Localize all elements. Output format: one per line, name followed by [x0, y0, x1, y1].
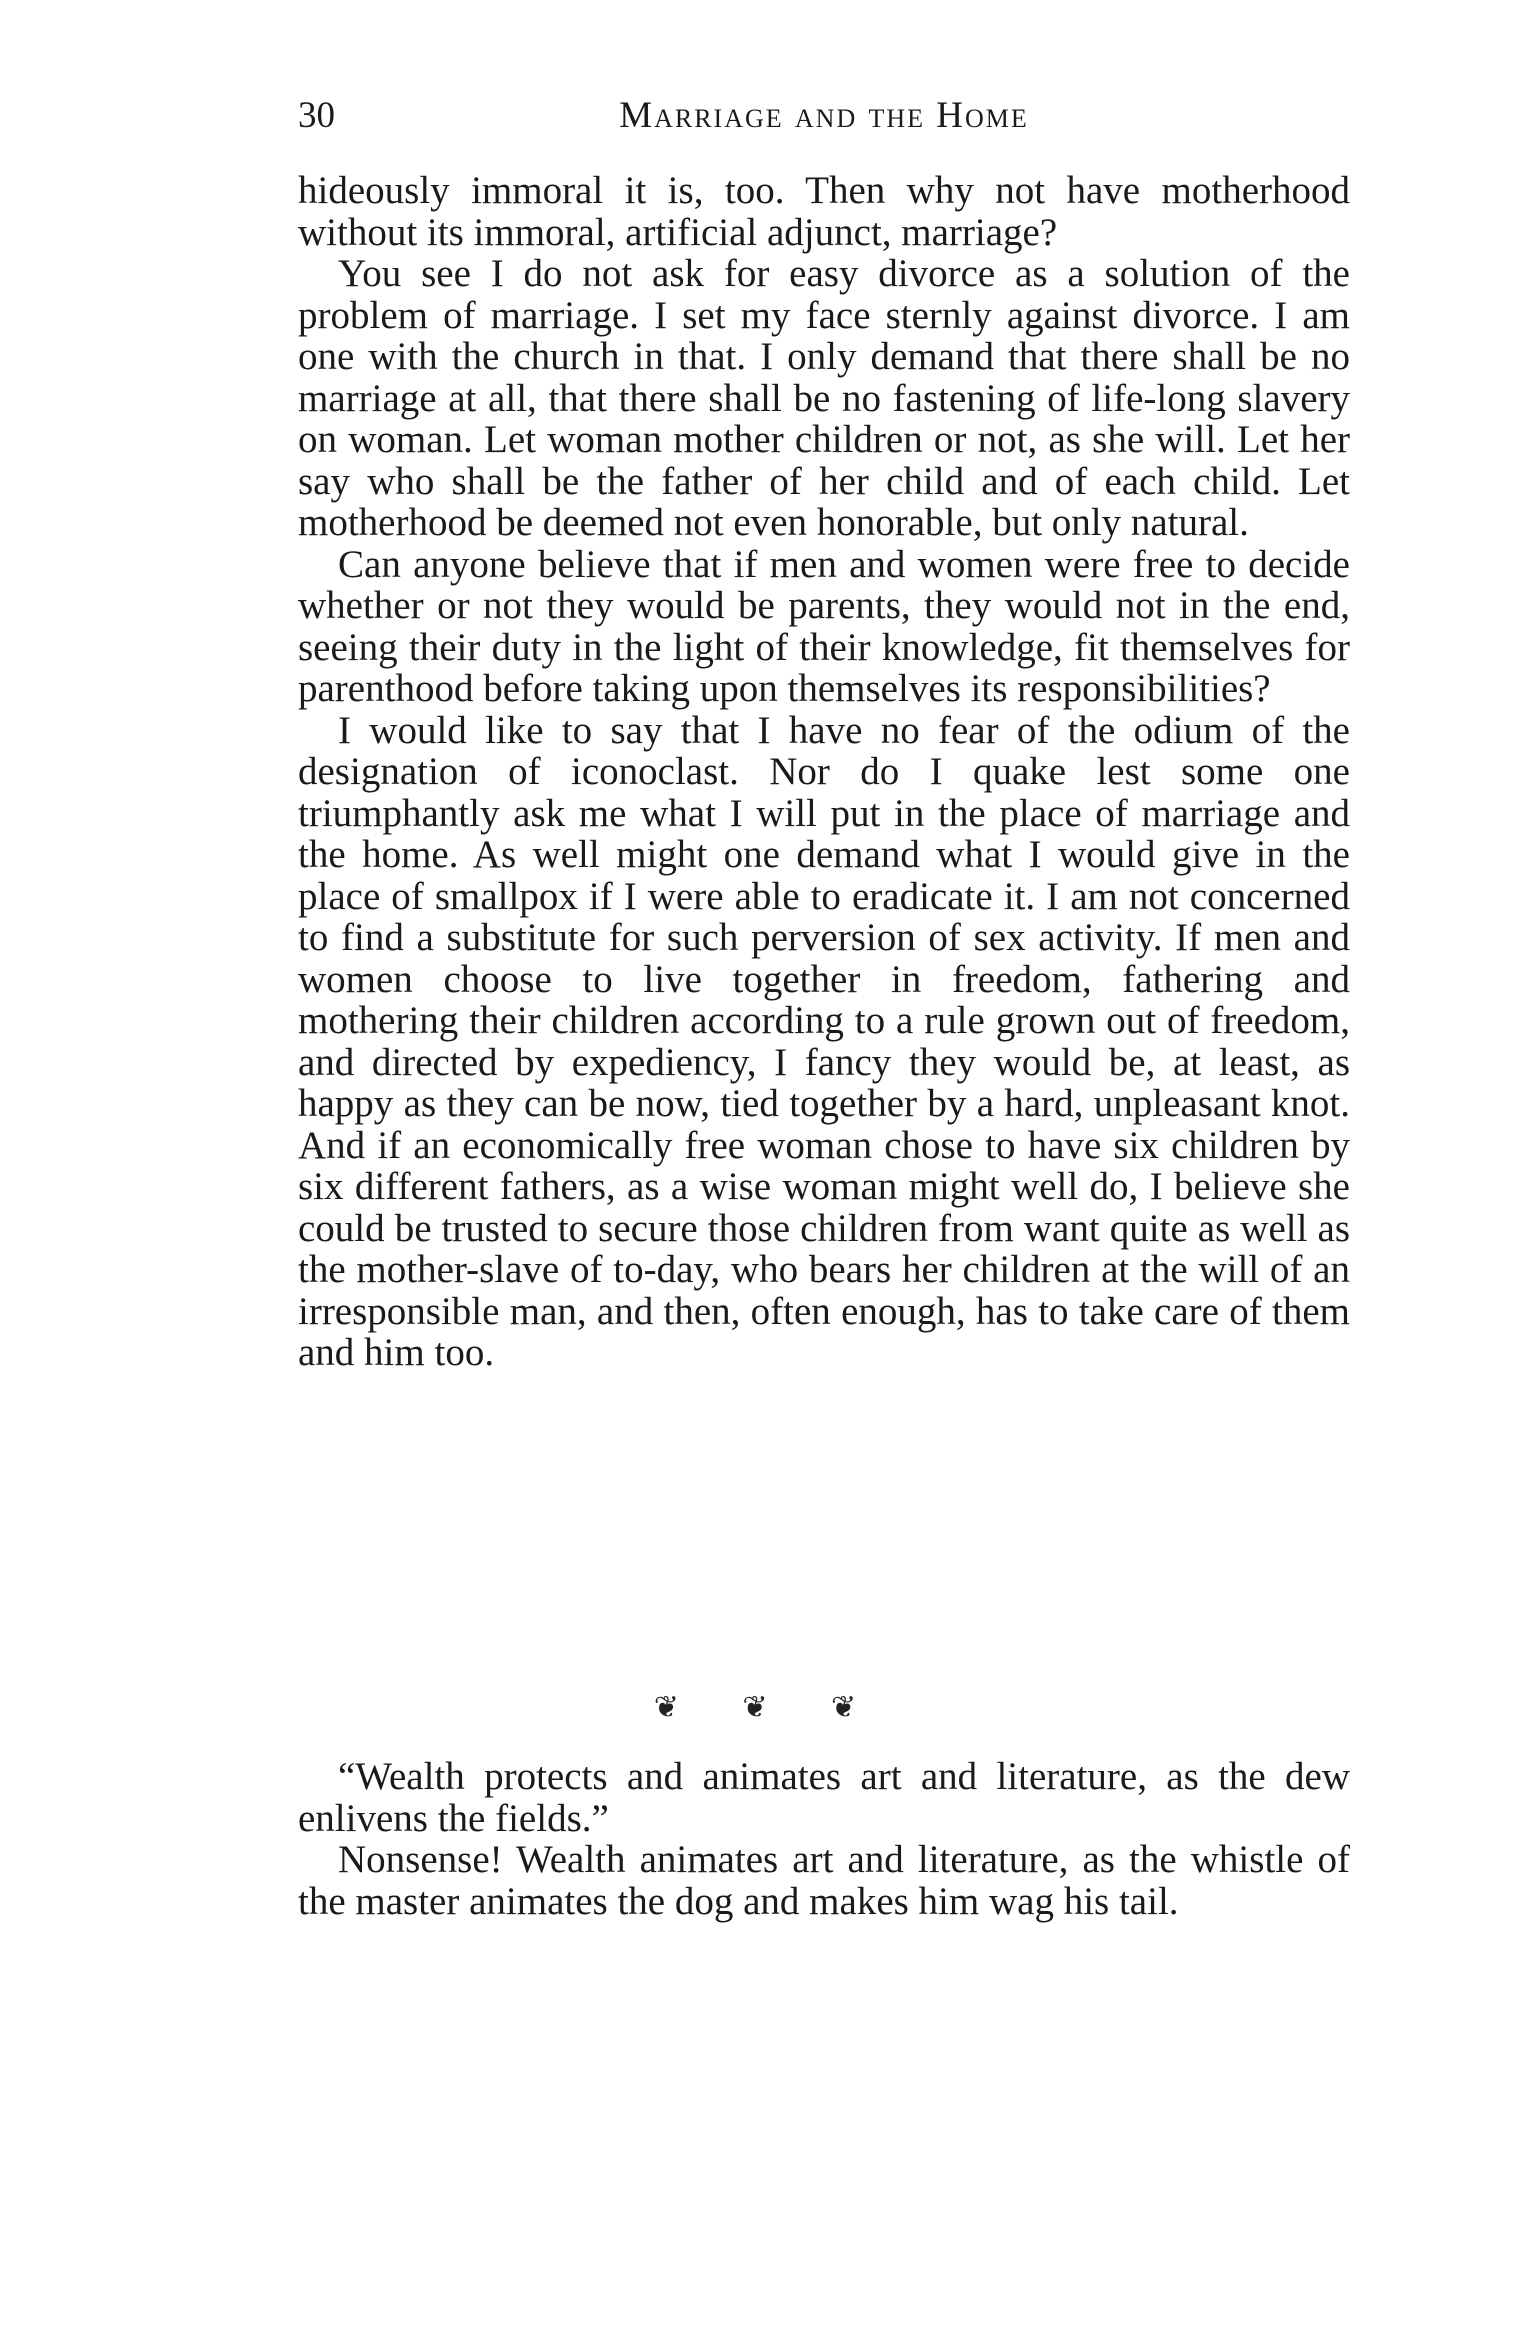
paragraph: hideously immoral it is, too. Then why not have motherhood without its immoral, artificial adjunct, marriage? — [298, 169, 1350, 254]
paragraph: Can anyone believe that if men and women were free to decide whether or not they would be parents, they would not in the end, seeing their duty in the light of their knowledge, fit themselves for parenthood before taking upon themselves its responsibilities? — [298, 542, 1350, 710]
main-text — [298, 170, 1350, 1374]
second-section — [298, 1756, 1350, 1922]
running-head — [298, 92, 1350, 140]
paragraph: Nonsense! Wealth animates art and literature, as the whistle of the master animates the dog and makes him wag his tail. — [298, 1838, 1350, 1923]
paragraph: I would like to say that I have no fear of the odium of the designation of iconoclast. Nor do I quake lest some one triumphantly ask me what I will put in the place of marriage and the home. As well might one demand what I would give in the place of smallpox if I were able to eradicate it. I am not concerned to find a substitute for such perversion of sex activity. If men and women choose to live together in freedom, fathering and mothering their children according to a rule grown out of freedom, and directed by expediency, I fancy they would be, at least, as happy as they can be now, tied together by a hard, unpleasant knot. And if an economically free woman chose to have six children by six different fathers, as a wise woman might well do, I believe she could be trusted to secure those children from want quite as well as the mother-slave of to-day, who bears her children at the will of an irresponsible man, and then, often enough, has to take care of them and him too. — [298, 708, 1350, 1374]
page-number: 30 — [298, 95, 335, 136]
running-title: Marriage and the Home — [619, 95, 1029, 136]
quotation-paragraph: “Wealth protects and animates art and literature, as the dew enlivens the fields.” — [298, 1755, 1350, 1840]
paragraph: You see I do not ask for easy divorce as a solution of the problem of marriage. I set my face sternly against divorce. I am one with the church in that. I only demand that there shall be no marriage at all, that there shall be no fastening of life-long slavery on woman. Let woman mother children or not, as she will. Let her say who shall be the father of her child and of each child. Let motherhood be deemed not even honorable, but only natural. — [298, 252, 1350, 544]
section-ornament: ❦ ❦ ❦ — [653, 1691, 885, 1724]
